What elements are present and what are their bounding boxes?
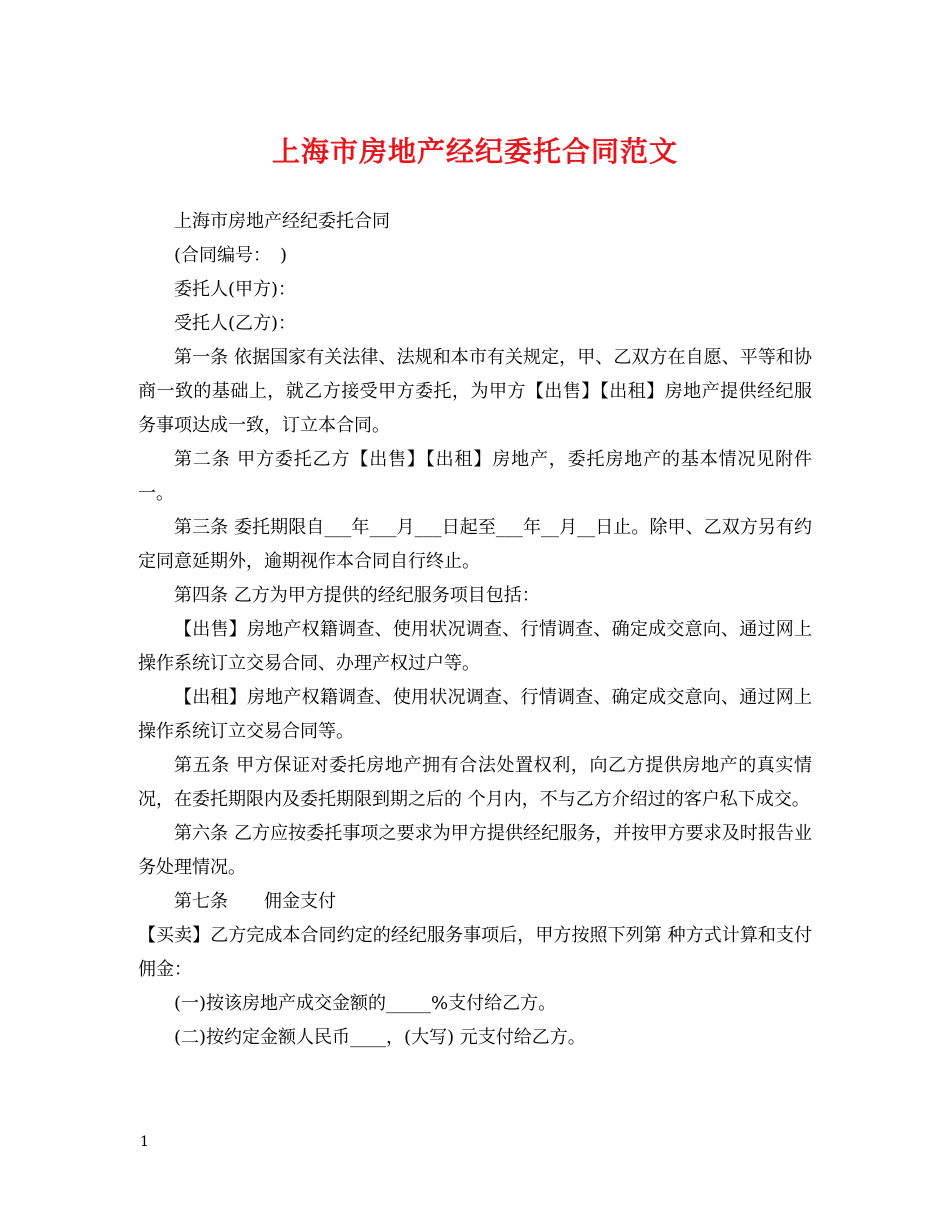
paragraph-option-1: (一)按该房地产成交金额的_____%支付给乙方。 — [174, 993, 557, 1014]
paragraph-article-4-rent: 【出租】房地产权籍调查、使用状况调查、行情调查、确定成交意向、通过网上操作系统订立交易合同等。 — [138, 687, 812, 742]
paragraph-party-a: 委托人(甲方)： — [174, 279, 297, 300]
paragraph-article-3: 第三条 委托期限自___年___月___日起至___年__月__日止。除甲、乙双方另有约定同意延期外，逾期视作本合同自行终止。 — [138, 517, 812, 572]
paragraph-option-2: (二)按约定金额人民币____，(大写) 元支付给乙方。 — [174, 1027, 586, 1048]
paragraph-contract-number: (合同编号： ) — [174, 245, 288, 266]
paragraph-article-1: 第一条 依据国家有关法律、法规和本市有关规定，甲、乙双方在自愿、平等和协商一致的基础上，就乙方接受甲方委托，为甲方【出售】【出租】房地产提供经纪服务事项达成一致，订立本合同。 — [138, 347, 812, 436]
paragraph-article-5: 第五条 甲方保证对委托房地产拥有合法处置权利，向乙方提供房地产的真实情况，在委托期限内及委托期限到期之后的 个月内，不与乙方介绍过的客户私下成交。 — [138, 755, 812, 810]
page-number: 1 — [140, 1134, 149, 1150]
paragraph-article-4: 第四条 乙方为甲方提供的经纪服务项目包括： — [174, 585, 540, 606]
document-title: 上海市房地产经纪委托合同范文 — [271, 135, 678, 168]
paragraph-contract-heading: 上海市房地产经纪委托合同 — [174, 211, 390, 232]
paragraph-article-4-sale: 【出售】房地产权籍调查、使用状况调查、行情调查、确定成交意向、通过网上操作系统订立交易合同、办理产权过户等。 — [138, 619, 812, 674]
document-body — [138, 205, 812, 1055]
paragraph-article-7: 第七条 佣金支付 — [174, 891, 336, 912]
paragraph-party-b: 受托人(乙方)： — [174, 313, 297, 334]
paragraph-article-7-trade: 【买卖】乙方完成本合同约定的经纪服务事项后，甲方按照下列第 种方式计算和支付佣金： — [138, 925, 812, 980]
paragraph-article-2: 第二条 甲方委托乙方【出售】【出租】房地产，委托房地产的基本情况见附件一。 — [138, 449, 812, 504]
paragraph-article-6: 第六条 乙方应按委托事项之要求为甲方提供经纪服务，并按甲方要求及时报告业务处理情况。 — [138, 823, 812, 878]
